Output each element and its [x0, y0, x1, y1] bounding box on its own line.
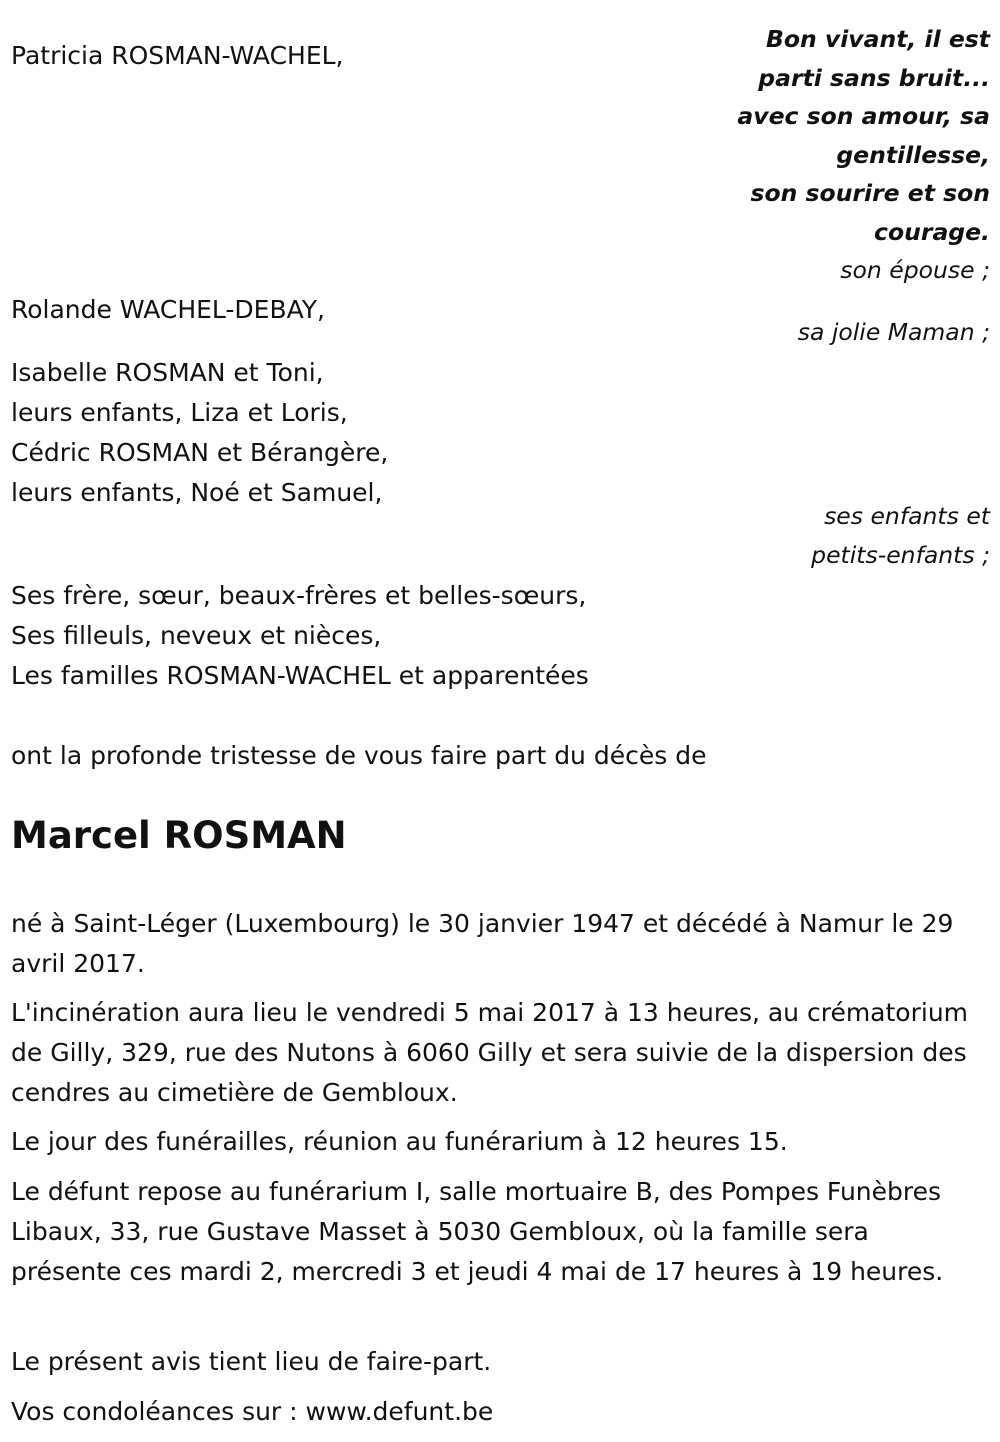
- quote-line: avec son amour, sa: [737, 102, 990, 130]
- relation-label: son épouse ;: [840, 256, 990, 284]
- quote-line: parti sans bruit...: [758, 64, 990, 92]
- announcement-text: ont la profonde tristesse de vous faire part du décès de: [11, 741, 707, 770]
- family-name-line: Cédric ROSMAN et Bérangère,: [11, 438, 389, 467]
- family-name-line: Les familles ROSMAN-WACHEL et apparentées: [11, 661, 589, 690]
- family-name-line: Rolande WACHEL-DEBAY,: [11, 295, 326, 324]
- quote-line: courage.: [874, 218, 990, 246]
- paragraph-gathering: Le jour des funérailles, réunion au funérarium à 12 heures 15.: [11, 1127, 788, 1156]
- paragraph-condolences: Vos condoléances sur : www.defunt.be: [11, 1397, 494, 1426]
- relation-label: sa jolie Maman ;: [797, 318, 990, 346]
- paragraph-birth-death: né à Saint-Léger (Luxembourg) le 30 janvier 1947 et décédé à Namur le 29 avril 2017.: [11, 909, 954, 978]
- relation-label: ses enfants et: [824, 502, 990, 530]
- relation-label: petits-enfants ;: [811, 541, 990, 569]
- paragraph-cremation: L'incinération aura lieu le vendredi 5 mai 2017 à 13 heures, au crématorium de Gilly, 329, rue des Nutons à 6060 Gilly et sera suivie de la dispersion des cendres au cimetière de Gembloux.: [11, 998, 969, 1107]
- family-name-line: Isabelle ROSMAN et Toni,: [11, 358, 324, 387]
- paragraph-notice: Le présent avis tient lieu de faire-part.: [11, 1347, 492, 1376]
- family-name-line: leurs enfants, Noé et Samuel,: [11, 478, 383, 507]
- quote-line: son sourire et son: [750, 179, 990, 207]
- family-name-line: Patricia ROSMAN-WACHEL,: [11, 41, 344, 70]
- family-name-line: Ses frère, sœur, beaux-frères et belles-sœurs,: [11, 581, 587, 610]
- family-name-line: Ses filleuls, neveux et nièces,: [11, 621, 382, 650]
- paragraph-visitation: Le défunt repose au funérarium I, salle mortuaire B, des Pompes Funèbres Libaux, 33, rue Gustave Masset à 5030 Gembloux, où la famille sera présente ces mardi 2, mercredi 3 et jeudi 4 mai de 17 heures à 19 heures.: [11, 1177, 944, 1286]
- family-name-line: leurs enfants, Liza et Loris,: [11, 398, 348, 427]
- quote-line: gentillesse,: [836, 141, 990, 169]
- deceased-name: Marcel ROSMAN: [11, 814, 347, 857]
- quote-line: Bon vivant, il est: [765, 25, 990, 53]
